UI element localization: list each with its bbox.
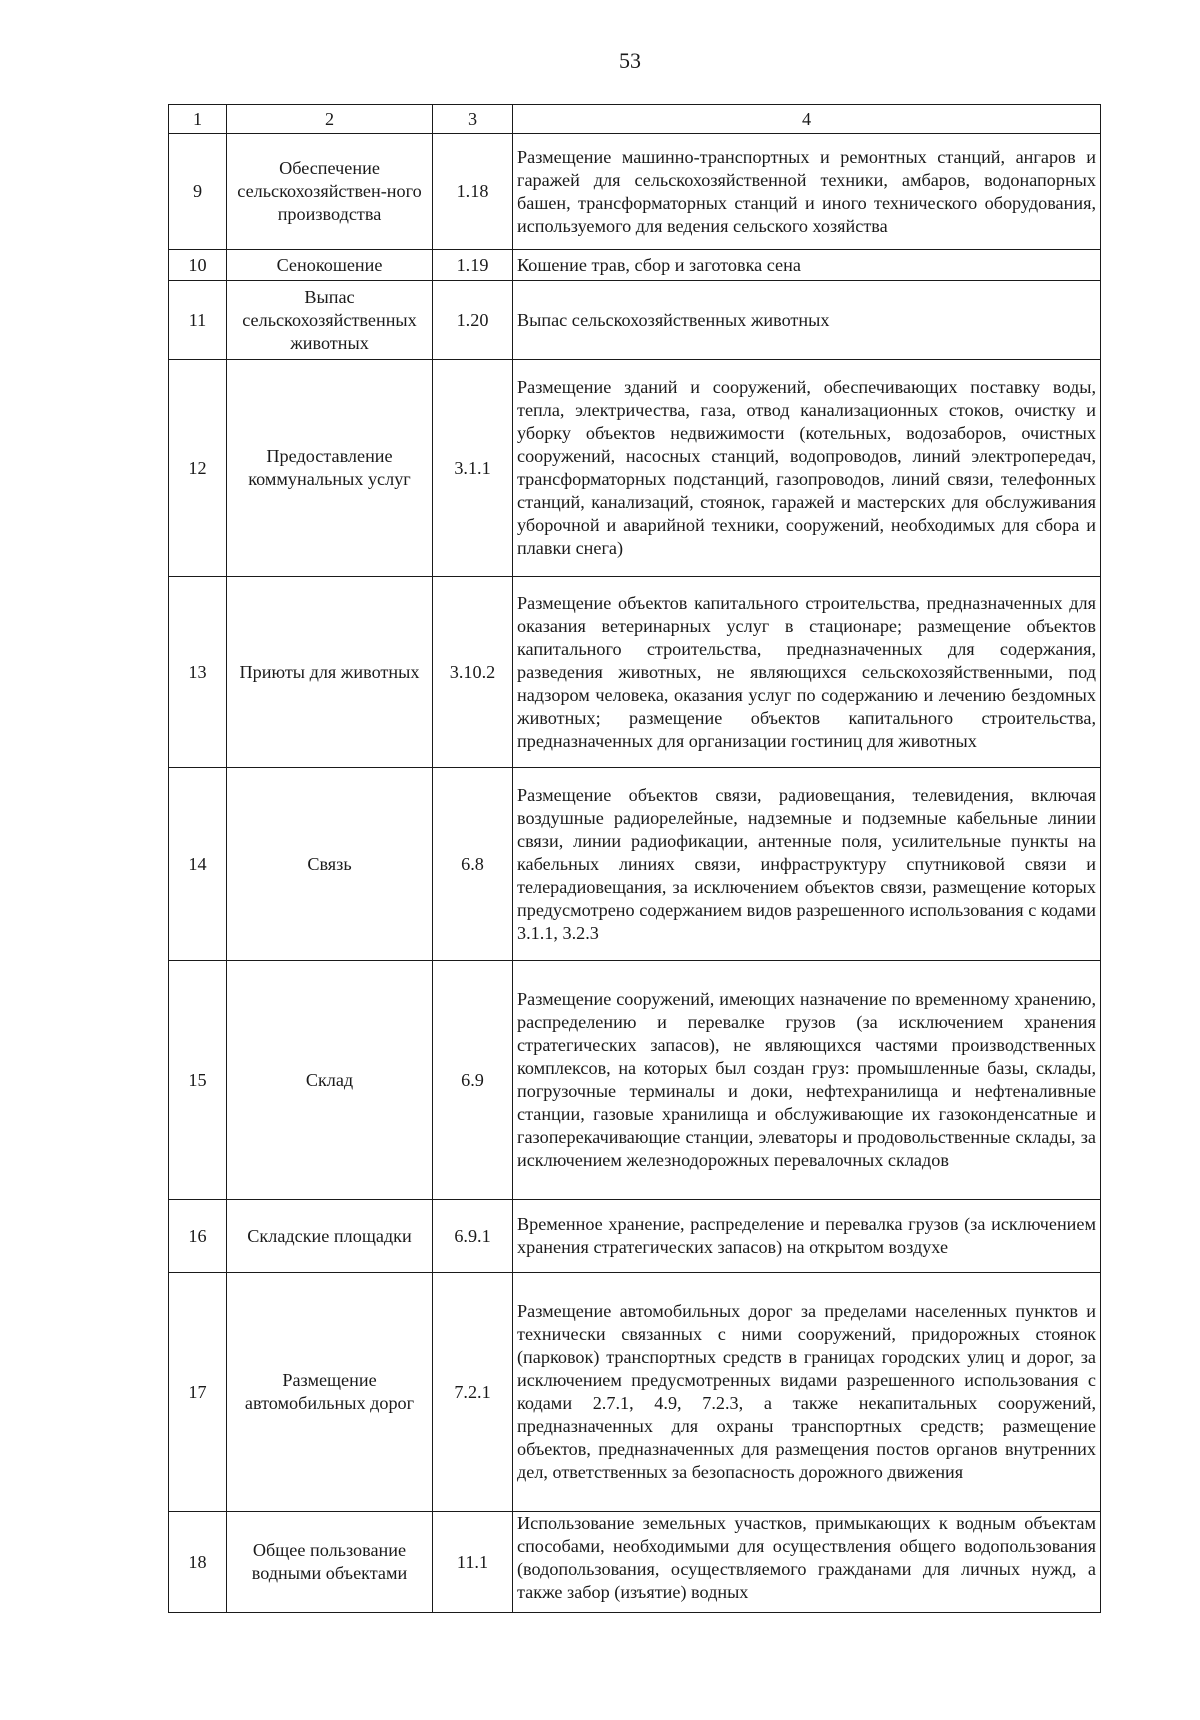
use-type-name: Общее пользование водными объектами [227, 1512, 433, 1613]
use-type-code: 3.1.1 [433, 360, 513, 577]
table-row [169, 360, 1101, 577]
use-type-code: 1.20 [433, 281, 513, 360]
use-type-description: Размещение объектов капитального строительства, предназначенных для оказания ветеринарных услуг в стационаре; размещение объектов капитального строительства, предназначенных для содержания, разведения животных, не являющихся сельскохозяйственными, под надзором человека, оказания услуг по содержанию и лечению бездомных животных; размещение объектов капитального строительства, предназначенных для организации гостиниц для животных [513, 577, 1101, 768]
use-type-code: 1.19 [433, 250, 513, 281]
use-type-code: 1.18 [433, 134, 513, 250]
row-number: 18 [169, 1512, 227, 1613]
use-type-code: 6.9 [433, 961, 513, 1200]
table-row [169, 577, 1101, 768]
use-type-name: Предоставление коммунальных услуг [227, 360, 433, 577]
column-header-number: 1 [169, 105, 227, 134]
use-type-code: 6.9.1 [433, 1200, 513, 1273]
use-type-description: Размещение объектов связи, радиовещания, телевидения, включая воздушные радиорелейные, надземные и подземные кабельные линии связи, линии радиофикации, антенные поля, усилительные пункты на кабельных линиях связи, инфраструктуру спутниковой связи и телерадиовещания, за исключением объектов связи, размещение которых предусмотрено содержанием видов разрешенного использования с кодами 3.1.1, 3.2.3 [513, 768, 1101, 961]
column-header-code: 3 [433, 105, 513, 134]
table-row [169, 250, 1101, 281]
column-header-name: 2 [227, 105, 433, 134]
row-number: 9 [169, 134, 227, 250]
row-number: 13 [169, 577, 227, 768]
use-type-name: Обеспечение сельскохозяйствен-ного производства [227, 134, 433, 250]
table-row [169, 961, 1101, 1200]
use-type-name: Связь [227, 768, 433, 961]
page-number: 53 [619, 48, 641, 73]
use-type-name: Склад [227, 961, 433, 1200]
use-type-description: Выпас сельскохозяйственных животных [513, 281, 1101, 360]
row-number: 10 [169, 250, 227, 281]
use-type-description: Использование земельных участков, примыкающих к водным объектам способами, необходимыми для осуществления общего водопользования (водопользования, осуществляемого гражданами для личных нужд, а также забор (изъятие) водных [513, 1512, 1101, 1613]
table-header-row [169, 105, 1101, 134]
row-number: 11 [169, 281, 227, 360]
row-number: 12 [169, 360, 227, 577]
row-number: 14 [169, 768, 227, 961]
row-number: 16 [169, 1200, 227, 1273]
table-row [169, 768, 1101, 961]
table-row [169, 1200, 1101, 1273]
table-row [169, 1273, 1101, 1512]
column-header-description: 4 [513, 105, 1101, 134]
use-type-name: Складские площадки [227, 1200, 433, 1273]
row-number: 15 [169, 961, 227, 1200]
use-type-description: Размещение машинно-транспортных и ремонтных станций, ангаров и гаражей для сельскохозяйственной техники, амбаров, водонапорных башен, трансформаторных станций и иного технического оборудования, используемого для ведения сельского хозяйства [513, 134, 1101, 250]
table-row [169, 281, 1101, 360]
use-type-description: Временное хранение, распределение и перевалка грузов (за исключением хранения стратегических запасов) на открытом воздухе [513, 1200, 1101, 1273]
table-row [169, 1512, 1101, 1613]
use-type-description: Кошение трав, сбор и заготовка сена [513, 250, 1101, 281]
use-type-code: 11.1 [433, 1512, 513, 1613]
row-number: 17 [169, 1273, 227, 1512]
use-type-description: Размещение сооружений, имеющих назначение по временному хранению, распределению и перевалке грузов (за исключением хранения стратегических запасов), не являющихся частями производственных комплексов, на которых был создан груз: промышленные базы, склады, погрузочные терминалы и доки, нефтехранилища и нефтеналивные станции, газовые хранилища и обслуживающие их газоконденсатные и газоперекачивающие станции, элеваторы и продовольственные склады, за исключением железнодорожных перевалочных складов [513, 961, 1101, 1200]
use-type-name: Приюты для животных [227, 577, 433, 768]
use-type-code: 3.10.2 [433, 577, 513, 768]
use-type-description: Размещение зданий и сооружений, обеспечивающих поставку воды, тепла, электричества, газа, отвод канализационных стоков, очистку и уборку объектов недвижимости (котельных, водозаборов, очистных сооружений, насосных станций, водопроводов, линий электропередач, трансформаторных подстанций, газопроводов, линий связи, телефонных станций, канализаций, стоянок, гаражей и мастерских для обслуживания уборочной и аварийной техники, сооружений, необходимых для сбора и плавки снега) [513, 360, 1101, 577]
use-type-name: Сенокошение [227, 250, 433, 281]
use-type-code: 7.2.1 [433, 1273, 513, 1512]
use-type-name: Выпас сельскохозяйственных животных [227, 281, 433, 360]
use-type-name: Размещение автомобильных дорог [227, 1273, 433, 1512]
use-type-description: Размещение автомобильных дорог за пределами населенных пунктов и технически связанных с ними сооружений, придорожных стоянок (парковок) транспортных средств в границах городских улиц и дорог, за исключением предусмотренных видами разрешенного использования с кодами 2.7.1, 4.9, 7.2.3, а также некапитальных сооружений, предназначенных для охраны транспортных средств; размещение объектов, предназначенных для размещения постов органов внутренних дел, ответственных за безопасность дорожного движения [513, 1273, 1101, 1512]
table-row [169, 134, 1101, 250]
land-use-table [168, 104, 1101, 1613]
use-type-code: 6.8 [433, 768, 513, 961]
